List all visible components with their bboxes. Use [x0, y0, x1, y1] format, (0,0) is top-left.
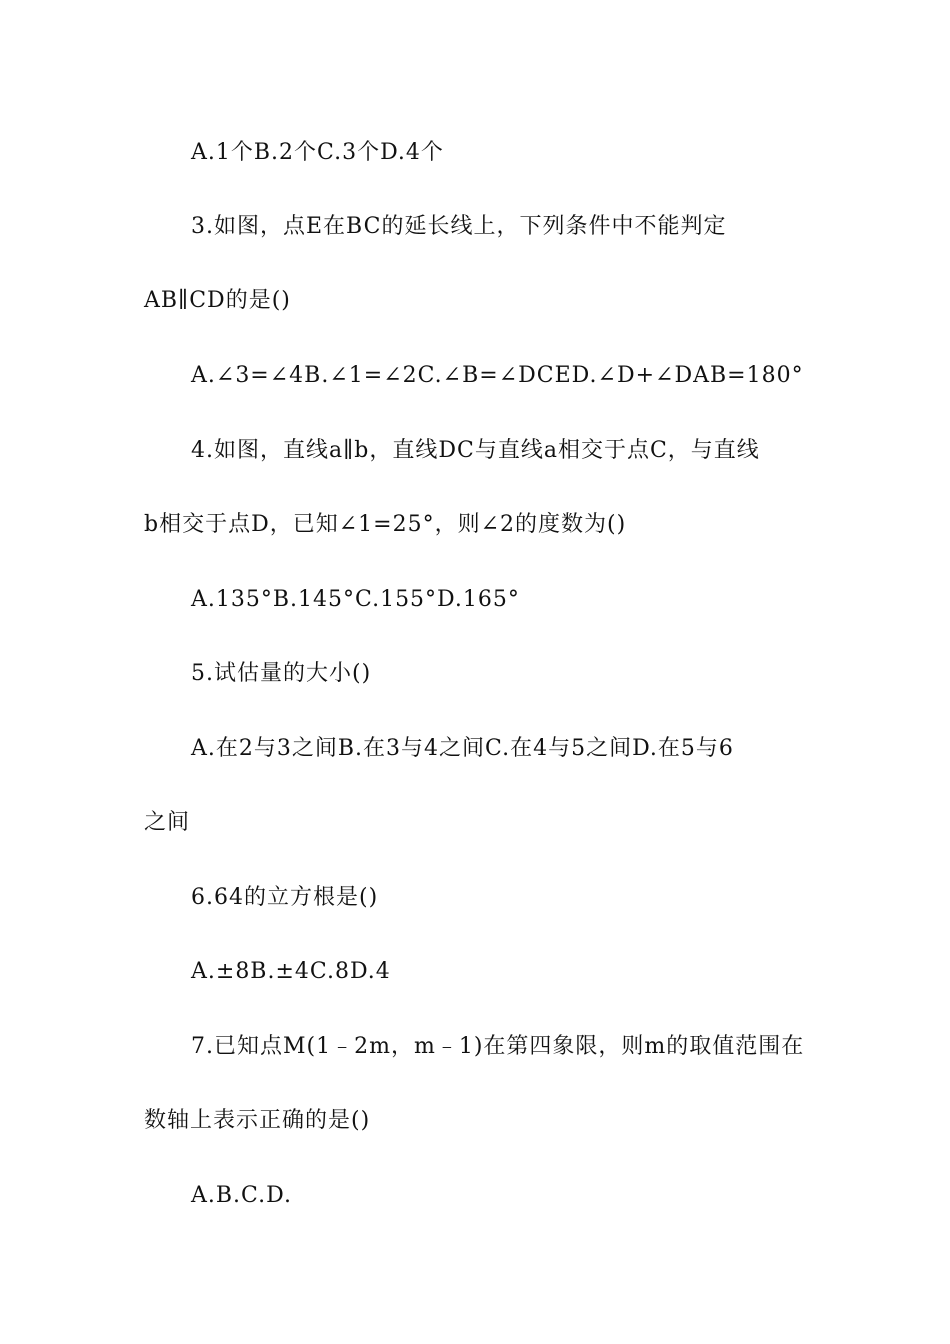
q7-options: A.B.C.D.	[191, 1183, 292, 1208]
q3-stem-line-2: AB∥CD的是()	[144, 288, 291, 313]
q7-stem-line-2: 数轴上表示正确的是()	[144, 1108, 371, 1133]
q3-stem-line-1: 3.如图，点E在BC的延长线上，下列条件中不能判定	[191, 214, 727, 239]
q6-options: A.±8B.±4C.8D.4	[191, 959, 391, 984]
q5-options-line-1: A.在2与3之间B.在3与4之间C.在4与5之间D.在5与6	[191, 736, 734, 761]
q2-options: A.1个B.2个C.3个D.4个	[191, 140, 444, 165]
q3-options: A.∠3=∠4B.∠1=∠2C.∠B=∠DCED.∠D+∠DAB=180°	[191, 363, 804, 388]
q5-options-line-2: 之间	[144, 810, 191, 835]
q6-stem: 6.64的立方根是()	[191, 885, 379, 910]
q5-stem: 5.试估量的大小()	[191, 661, 372, 686]
q4-options: A.135°B.145°C.155°D.165°	[191, 587, 520, 612]
q4-stem-line-2: b相交于点D，已知∠1=25°，则∠2的度数为()	[144, 512, 627, 537]
q4-stem-line-1: 4.如图，直线a∥b，直线DC与直线a相交于点C，与直线	[191, 438, 760, 463]
q7-stem-line-1: 7.已知点M(1﹣2m，m﹣1)在第四象限，则m的取值范围在	[191, 1034, 805, 1059]
